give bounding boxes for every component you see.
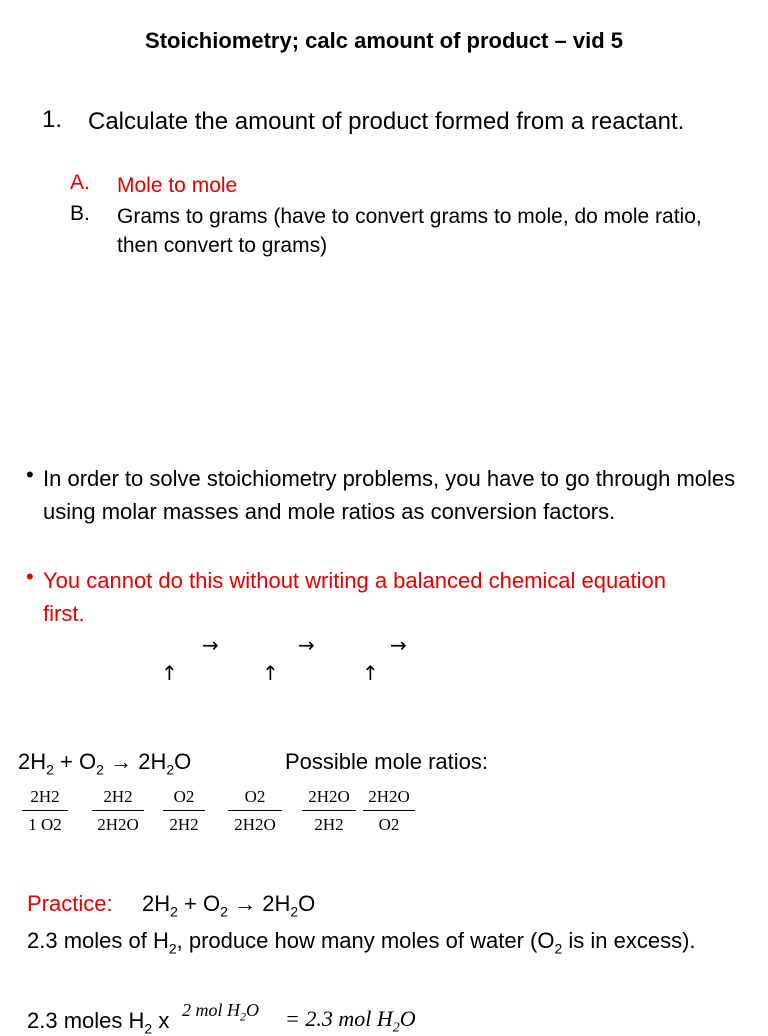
sub-item-b-text: Grams to grams (have to convert grams to mole, do mole ratio, then convert to grams) <box>117 205 702 257</box>
ratio-numerator: O2 <box>228 784 282 811</box>
ratio-denominator: O2 <box>378 815 400 834</box>
right-arrow-icon: → <box>298 633 315 657</box>
page-title: Stoichiometry; calc amount of product – vid 5 <box>145 28 623 53</box>
mole-ratio <box>92 784 144 839</box>
up-arrow-icon: ↑ <box>161 661 178 685</box>
ratio-numerator: 2H2O <box>302 784 356 811</box>
ratio-denominator: 1 O2 <box>28 815 62 834</box>
list-item-text: Calculate the amount of product formed from a reactant. <box>88 108 685 135</box>
ratio-denominator: 2H2 <box>314 815 344 834</box>
practice-problem: 2.3 moles of $H_2$, produce how many moles of water ($O_2$ is in excess). <box>27 928 696 957</box>
calc-left: 2.3 moles $H_2$ x <box>27 1008 170 1036</box>
bullet-text-1: In order to solve stoichiometry problems, you have to go through moles using molar masses and mole ratios as conversion factors. <box>43 466 736 524</box>
ratios-label: Possible mole ratios: <box>285 749 488 774</box>
mole-ratio <box>302 784 356 839</box>
up-arrow-icon: ↑ <box>262 661 279 685</box>
right-arrow-icon: → <box>202 633 219 657</box>
ratio-numerator: 2H2O <box>363 784 415 811</box>
up-arrow-icon: ↑ <box>362 661 379 685</box>
practice-equation: $2H_2 + O_2 \to 2H_2O$ <box>142 891 316 920</box>
sub-item-a-text: Mole to mole <box>117 174 238 197</box>
right-arrow-icon: → <box>390 633 407 657</box>
practice-label: Practice: <box>27 891 113 916</box>
sub-item-a-letter: A. <box>70 171 90 194</box>
bullet-text-2: You cannot do this without writing a balanced chemical equation first. <box>43 568 666 626</box>
sub-item-b-letter: B. <box>70 202 90 225</box>
calc-result: = 2.3 mol $H_2O$ <box>285 1006 416 1036</box>
ratio-denominator: 2H2O <box>234 815 276 834</box>
ratio-denominator: 2H2O <box>97 815 139 834</box>
ratio-numerator: 2H2 <box>22 784 68 811</box>
bullet-dot-2: • <box>26 564 34 589</box>
list-number: 1. <box>42 106 63 133</box>
balanced-equation: $2H_2 + O_2 \to 2H_2O$ <box>18 749 192 778</box>
mole-ratio <box>163 784 205 839</box>
mole-ratio <box>22 784 68 839</box>
mole-ratio <box>363 784 415 839</box>
mole-ratio <box>228 784 282 839</box>
bullet-dot-1: • <box>26 462 34 487</box>
calc-fraction-numerator: 2 mol $H_2O$ <box>182 1000 259 1024</box>
ratio-denominator: 2H2 <box>169 815 199 834</box>
ratio-numerator: O2 <box>163 784 205 811</box>
ratio-numerator: 2H2 <box>92 784 144 811</box>
